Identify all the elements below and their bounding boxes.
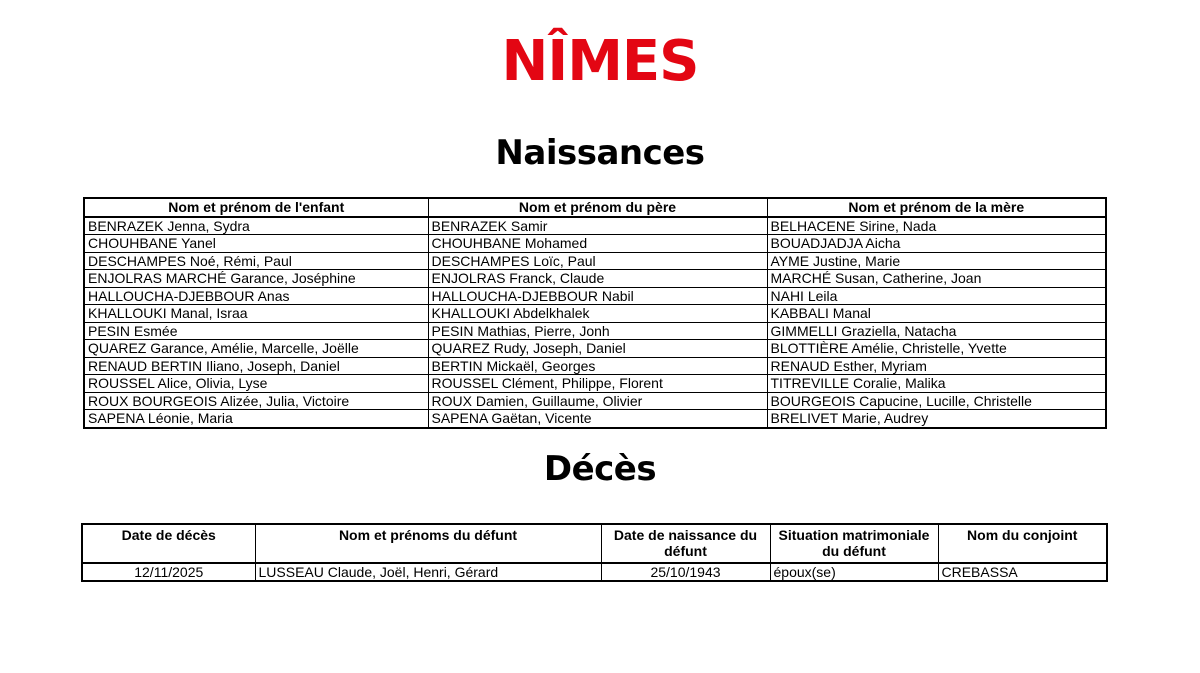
table-row: [84, 410, 1106, 428]
table-cell: CREBASSA: [938, 563, 1107, 581]
table-row: [84, 217, 1106, 235]
table-cell: QUAREZ Rudy, Joseph, Daniel: [428, 340, 767, 358]
table-cell: BERTIN Mickaël, Georges: [428, 357, 767, 375]
deaths-header-row: [82, 524, 1107, 563]
deaths-section-title: Décès: [543, 449, 657, 489]
table-cell: ROUSSEL Clément, Philippe, Florent: [428, 375, 767, 393]
table-cell: PESIN Esmée: [84, 322, 428, 340]
table-row: [84, 357, 1106, 375]
table-cell: BENRAZEK Samir: [428, 217, 767, 235]
table-cell: CHOUHBANE Mohamed: [428, 235, 767, 253]
table-cell: BLOTTIÈRE Amélie, Christelle, Yvette: [767, 340, 1106, 358]
table-cell: ROUSSEL Alice, Olivia, Lyse: [84, 375, 428, 393]
table-row: [84, 375, 1106, 393]
table-cell: LUSSEAU Claude, Joël, Henri, Gérard: [255, 563, 601, 581]
table-row: [84, 287, 1106, 305]
table-row: [82, 563, 1107, 581]
births-header-row: [84, 198, 1106, 217]
table-cell: SAPENA Léonie, Maria: [84, 410, 428, 428]
table-cell: ENJOLRAS MARCHÉ Garance, Joséphine: [84, 270, 428, 288]
table-cell: époux(se): [770, 563, 938, 581]
table-cell: RENAUD Esther, Myriam: [767, 357, 1106, 375]
table-row: [84, 252, 1106, 270]
table-cell: ENJOLRAS Franck, Claude: [428, 270, 767, 288]
table-cell: DESCHAMPES Loïc, Paul: [428, 252, 767, 270]
table-cell: KHALLOUKI Abdelkhalek: [428, 305, 767, 323]
header-mother-name: Nom et prénom de la mère: [767, 198, 1106, 217]
header-father-name: Nom et prénom du père: [428, 198, 767, 217]
header-spouse-name: Nom du conjoint: [938, 524, 1107, 563]
header-marital-status: Situation matrimoniale du défunt: [770, 524, 938, 563]
table-cell: HALLOUCHA-DJEBBOUR Anas: [84, 287, 428, 305]
table-cell: CHOUHBANE Yanel: [84, 235, 428, 253]
table-cell: BELHACENE Sirine, Nada: [767, 217, 1106, 235]
table-cell: KABBALI Manal: [767, 305, 1106, 323]
table-cell: TITREVILLE Coralie, Malika: [767, 375, 1106, 393]
table-cell: MARCHÉ Susan, Catherine, Joan: [767, 270, 1106, 288]
table-row: [84, 322, 1106, 340]
table-cell: GIMMELLI Graziella, Natacha: [767, 322, 1106, 340]
table-cell: 25/10/1943: [601, 563, 770, 581]
table-cell: PESIN Mathias, Pierre, Jonh: [428, 322, 767, 340]
table-cell: BOUADJADJA Aicha: [767, 235, 1106, 253]
header-death-date: Date de décès: [82, 524, 255, 563]
births-section-title: Naissances: [495, 133, 705, 173]
table-row: [84, 392, 1106, 410]
table-cell: NAHI Leila: [767, 287, 1106, 305]
table-cell: DESCHAMPES Noé, Rémi, Paul: [84, 252, 428, 270]
table-cell: KHALLOUKI Manal, Israa: [84, 305, 428, 323]
table-cell: HALLOUCHA-DJEBBOUR Nabil: [428, 287, 767, 305]
header-birth-date: Date de naissance du défunt: [601, 524, 770, 563]
table-cell: ROUX Damien, Guillaume, Olivier: [428, 392, 767, 410]
table-row: [84, 270, 1106, 288]
deaths-table: [81, 523, 1108, 582]
header-deceased-name: Nom et prénoms du défunt: [255, 524, 601, 563]
table-cell: BRELIVET Marie, Audrey: [767, 410, 1106, 428]
table-cell: RENAUD BERTIN Iliano, Joseph, Daniel: [84, 357, 428, 375]
table-row: [84, 305, 1106, 323]
births-table: [83, 197, 1107, 429]
table-cell: QUAREZ Garance, Amélie, Marcelle, Joëlle: [84, 340, 428, 358]
table-row: [84, 340, 1106, 358]
header-child-name: Nom et prénom de l'enfant: [84, 198, 428, 217]
table-cell: AYME Justine, Marie: [767, 252, 1106, 270]
table-cell: BENRAZEK Jenna, Sydra: [84, 217, 428, 235]
table-cell: BOURGEOIS Capucine, Lucille, Christelle: [767, 392, 1106, 410]
table-cell: 12/11/2025: [82, 563, 255, 581]
table-cell: ROUX BOURGEOIS Alizée, Julia, Victoire: [84, 392, 428, 410]
table-cell: SAPENA Gaëtan, Vicente: [428, 410, 767, 428]
nimes-logo: NÎMES: [501, 29, 699, 94]
table-row: [84, 235, 1106, 253]
